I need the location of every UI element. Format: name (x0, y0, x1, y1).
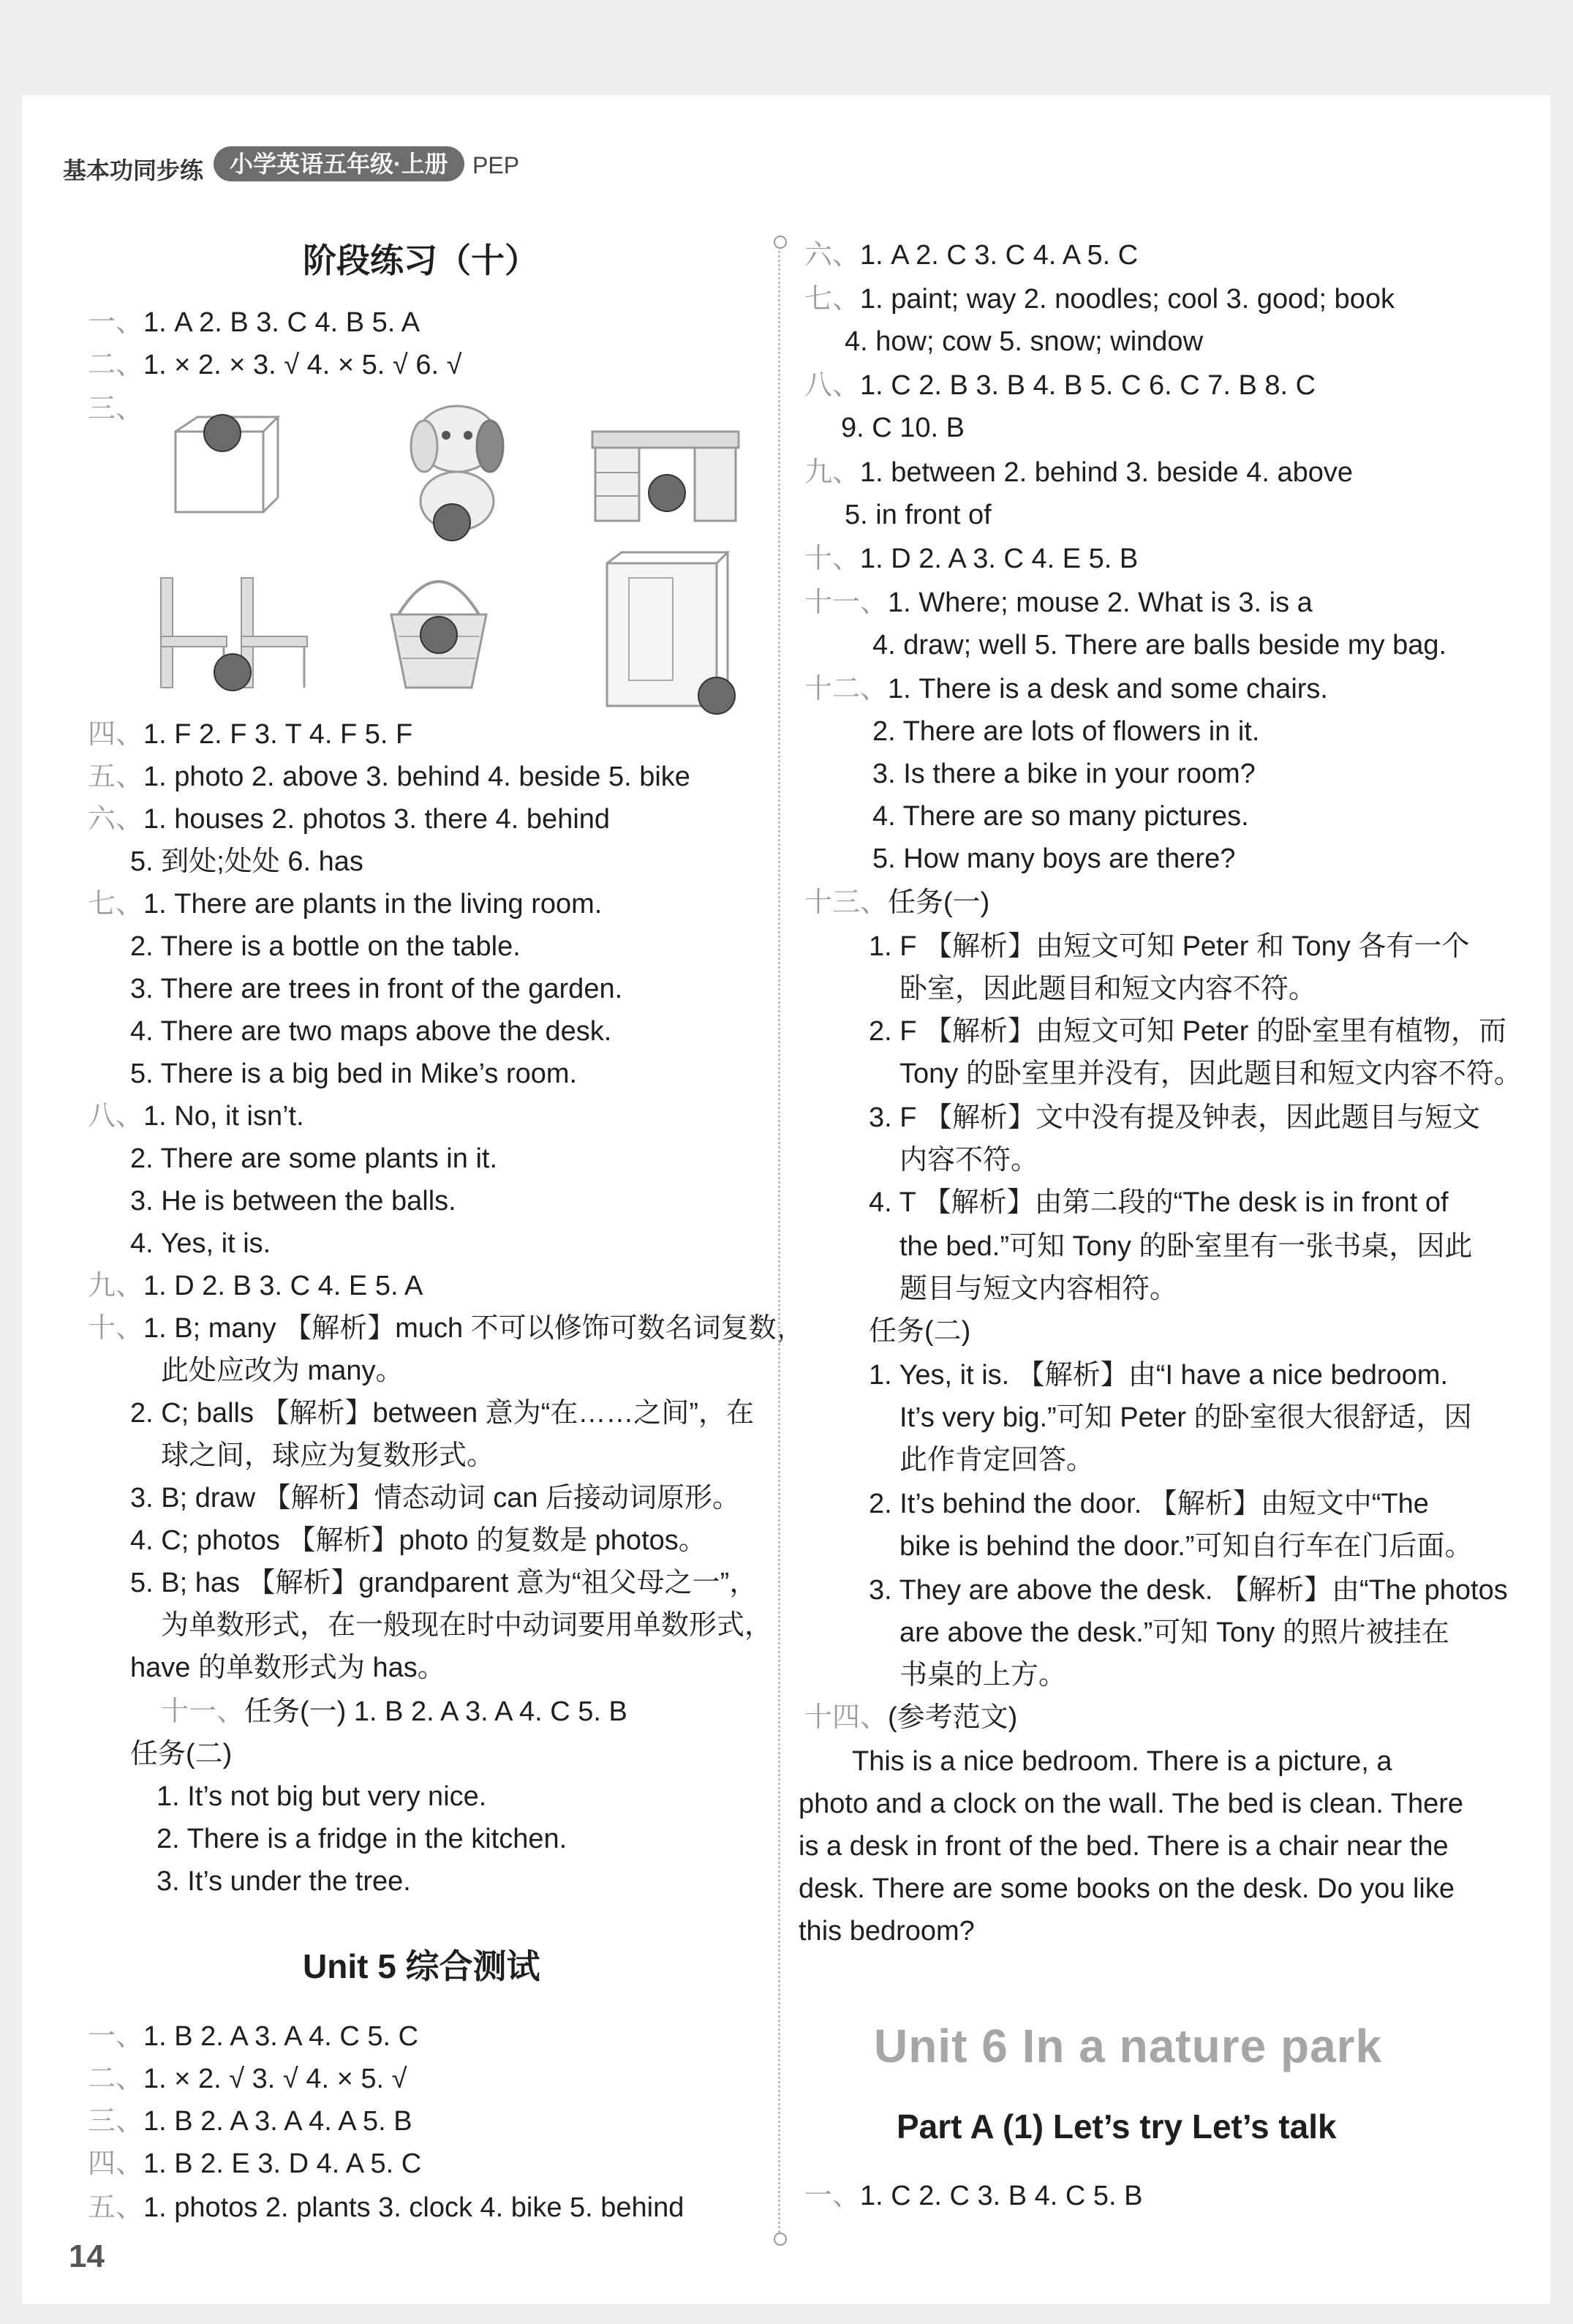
section-title-unit5-test: Unit 5 综合测试 (303, 1947, 540, 1985)
answer-line (130, 1481, 740, 1516)
answer-line (804, 541, 1138, 576)
answer-text: 1. D 2. B 3. C 4. E 5. A (143, 1271, 423, 1301)
answer-line (130, 1226, 271, 1261)
answer-line (804, 282, 1395, 317)
answer-line (130, 1141, 497, 1176)
answer-line (899, 1271, 1177, 1306)
answer-text: the bed.”可知 Tony 的卧室里有一张书桌，因此 (899, 1231, 1473, 1262)
answer-line (130, 1650, 445, 1685)
answer-line (899, 1400, 1472, 1435)
part-title: Part A (1) Let’s try Let’s talk (897, 2107, 1337, 2146)
question-number: 三、 (88, 394, 144, 424)
answer-text: 1. F 【解析】由短文可知 Peter 和 Tony 各有一个 (869, 931, 1470, 962)
answer-line (130, 1014, 611, 1049)
answer-line (88, 759, 690, 794)
answer-line (804, 2178, 1143, 2214)
answer-text: 2. F 【解析】由短文可知 Peter 的卧室里有植物，而 (869, 1016, 1506, 1047)
answer-line (869, 1185, 1449, 1220)
answer-text: are above the desk.”可知 Tony 的照片被挂在 (899, 1617, 1449, 1648)
question-number: 九、 (804, 457, 861, 488)
question-number: 四、 (88, 2148, 144, 2179)
section-title-stage-practice: 阶段练习（十） (303, 241, 538, 279)
answer-text: 1. There are plants in the living room. (143, 889, 603, 920)
answer-text: 1. Where; mouse 2. What is 3. is a (888, 587, 1313, 618)
header-book-pill: 小学英语五年级·上册 (214, 146, 464, 181)
answer-text: 3. B; draw 【解析】情态动词 can 后接动词原形。 (130, 1483, 741, 1513)
answer-text: 2. C; balls 【解析】between 意为“在……之间”，在 (130, 1398, 755, 1429)
answer-line (869, 1014, 1506, 1049)
answer-text: 1. It’s not big but very nice. (156, 1781, 487, 1812)
answer-line (845, 497, 992, 533)
column-divider (778, 241, 780, 2238)
answer-line (872, 841, 1235, 876)
answer-text: 4. There are two maps above the desk. (130, 1016, 612, 1047)
unit6-title: Unit 6 In a nature park (874, 2020, 1383, 2072)
answer-line (161, 1353, 403, 1388)
answer-line (88, 347, 461, 383)
answer-line (899, 1443, 1094, 1478)
question-number: 八、 (88, 1101, 144, 1132)
answer-text: 2. There is a bottle on the table. (130, 931, 521, 962)
answer-line (130, 1523, 706, 1558)
answer-text: 1. There is a desk and some chairs. (888, 674, 1328, 704)
answer-text: 内容不符。 (899, 1145, 1039, 1176)
answer-text: 9. C 10. B (841, 413, 965, 443)
answer-text: 为单数形式，在一般现在时中动词要用单数形式， (161, 1610, 773, 1641)
answer-text: 卧室，因此题目和短文内容不符。 (899, 974, 1317, 1004)
answer-text: 1. C 2. C 3. B 4. C 5. B (860, 2181, 1143, 2211)
answer-line (899, 1615, 1449, 1650)
answer-text: 2. There is a fridge in the kitchen. (156, 1824, 567, 1854)
answer-text: Tony 的卧室里并没有，因此题目和短文内容不符。 (899, 1058, 1522, 1089)
answer-line (899, 1529, 1473, 1564)
answer-line (130, 1056, 577, 1091)
answer-line (88, 305, 420, 340)
header-edition: PEP (472, 152, 520, 178)
answer-text: 1. B 2. E 3. D 4. A 5. C (143, 2148, 422, 2179)
answer-line (799, 1786, 1463, 1821)
answer-text: 1. houses 2. photos 3. there 4. behind (143, 804, 611, 835)
answer-text: 此作肯定回答。 (899, 1445, 1095, 1475)
answer-line (130, 929, 521, 964)
question-number: 十一、 (804, 587, 889, 618)
answer-line (804, 455, 1353, 490)
answer-text: 1. Yes, it is. 【解析】由“I have a nice bedroom. (869, 1360, 1449, 1391)
marker-dot (648, 474, 686, 512)
answer-text: 2. There are lots of flowers in it. (872, 716, 1260, 747)
answer-line (804, 585, 1313, 620)
question-number: 六、 (804, 240, 861, 271)
answer-text: 球之间，球应为复数形式。 (161, 1440, 495, 1471)
question-number: 一、 (88, 2021, 144, 2052)
answer-line (804, 368, 1316, 403)
answer-line (88, 887, 602, 922)
header-series: 基本功同步练 (63, 157, 204, 184)
question-number: 十、 (804, 544, 861, 574)
marker-dot (214, 653, 252, 691)
answer-text: 2. There are some plants in it. (130, 1143, 497, 1174)
marker-dot (698, 677, 736, 715)
answer-text: 4. There are so many pictures. (872, 801, 1249, 832)
answer-line (88, 717, 412, 752)
answer-text: photo and a clock on the wall. The bed is clean. There (799, 1789, 1464, 1819)
answer-line (88, 2146, 421, 2181)
answer-text: 1. D 2. A 3. C 4. E 5. B (860, 544, 1139, 574)
question-number: 六、 (88, 804, 144, 835)
answer-line (88, 391, 143, 426)
answer-line (130, 971, 622, 1007)
answer-line (804, 1700, 1017, 1735)
answer-text: is a desk in front of the bed. There is a chair near the (799, 1831, 1449, 1862)
answer-line (804, 672, 1328, 707)
answer-text: 4. Yes, it is. (130, 1228, 271, 1259)
question-number: 四、 (88, 719, 144, 750)
question-number: 十、 (88, 1313, 144, 1344)
answer-text: bike is behind the door.”可知自行车在门后面。 (899, 1531, 1473, 1562)
answer-text: 5. B; has 【解析】grandparent 意为“祖父母之一”， (130, 1568, 758, 1598)
answer-line (799, 1914, 975, 1949)
answer-text: 书桌的上方。 (899, 1660, 1067, 1691)
question-number: 十四、 (804, 1702, 889, 1733)
answer-text: 4. draw; well 5. There are balls beside my bag. (872, 630, 1447, 661)
answer-line (799, 1829, 1449, 1864)
answer-text: (参考范文) (888, 1702, 1018, 1733)
answer-text: 5. in front of (845, 500, 992, 530)
question-number: 一、 (804, 2181, 861, 2211)
question-number: 九、 (88, 1271, 144, 1301)
divider-top-dot (774, 236, 787, 249)
answer-text: 3. They are above the desk. 【解析】由“The photos (869, 1575, 1508, 1606)
answer-text: 1. B 2. A 3. A 4. A 5. B (143, 2106, 412, 2137)
answer-line (161, 1694, 627, 1729)
answer-line (88, 1099, 304, 1134)
question-number: 十二、 (804, 674, 889, 704)
answer-text: 1. photos 2. plants 3. clock 4. bike 5. behind (143, 2192, 684, 2223)
question-number: 十一、 (161, 1696, 245, 1727)
answer-text: 任务(二) (869, 1316, 971, 1347)
answer-line (799, 1871, 1455, 1906)
answer-text: 4. T 【解析】由第二段的“The desk is in front of (869, 1187, 1449, 1218)
answer-line (869, 1573, 1508, 1608)
answer-line (161, 1438, 494, 1473)
answer-text: It’s very big.”可知 Peter 的卧室很大很舒适，因 (899, 1402, 1472, 1433)
answer-line (88, 1268, 423, 1304)
answer-line (869, 1358, 1448, 1393)
question-number: 五、 (88, 2192, 144, 2223)
answer-line (130, 1737, 232, 1772)
answer-text: 任务(一) (888, 887, 990, 918)
answer-line (869, 1486, 1429, 1522)
answer-text: 3. F 【解析】文中没有提及钟表，因此题目与短文 (869, 1102, 1481, 1133)
question-number: 二、 (88, 2064, 144, 2094)
answer-line (899, 1229, 1472, 1264)
answer-text: 1. C 2. B 3. B 4. B 5. C 6. C 7. B 8. C (860, 370, 1316, 401)
answer-text: desk. There are some books on the desk. Do you like (799, 1873, 1455, 1904)
answer-line (130, 1184, 456, 1219)
answer-text: 2. It’s behind the door. 【解析】由短文中“The (869, 1489, 1429, 1519)
question-number: 五、 (88, 761, 144, 792)
answer-text: 5. 到处;处处 6. has (130, 846, 363, 877)
answer-text: 5. There is a big bed in Mike’s room. (130, 1058, 578, 1089)
answer-line (869, 1314, 970, 1349)
question-number: 二、 (88, 350, 144, 380)
answer-line (872, 714, 1259, 749)
marker-dot (203, 414, 241, 452)
answer-line (899, 1056, 1522, 1091)
page-number: 14 (69, 2238, 105, 2274)
answer-line (156, 1864, 411, 1899)
answer-text: 3. Is there a bike in your room? (872, 759, 1256, 789)
answer-line (88, 2019, 418, 2054)
question-number: 七、 (88, 889, 144, 920)
marker-dot (420, 616, 458, 654)
answer-line (899, 1658, 1066, 1693)
answer-line (88, 2190, 684, 2225)
answer-line (899, 1143, 1038, 1178)
answer-line (88, 802, 610, 837)
answer-line (156, 1821, 567, 1857)
answer-line (869, 1100, 1480, 1135)
answer-text: 3. He is between the balls. (130, 1186, 456, 1216)
answer-text: 1. photo 2. above 3. behind 4. beside 5. bike (143, 761, 690, 792)
answer-text: 1. F 2. F 3. T 4. F 5. F (143, 719, 413, 750)
answer-line (130, 1565, 757, 1601)
answer-line (88, 2104, 412, 2139)
answer-text: 任务(一) 1. B 2. A 3. A 4. C 5. B (244, 1696, 627, 1727)
answer-line (872, 628, 1446, 663)
question-number: 一、 (88, 307, 144, 338)
answer-text: 4. C; photos 【解析】photo 的复数是 photos。 (130, 1525, 706, 1556)
question-number: 七、 (804, 284, 861, 315)
answer-line (845, 324, 1203, 359)
answer-line (130, 1396, 754, 1431)
answer-text: 1. A 2. C 3. C 4. A 5. C (860, 240, 1139, 271)
answer-text: 1. × 2. × 3. √ 4. × 5. √ 6. √ (143, 350, 462, 380)
answer-line (899, 971, 1316, 1007)
answer-text: 1. × 2. √ 3. √ 4. × 5. √ (143, 2064, 407, 2094)
answer-text: 1. A 2. B 3. C 4. B 5. A (143, 307, 420, 338)
answer-text: This is a nice bedroom. There is a picture, a (852, 1746, 1392, 1777)
answer-text: 题目与短文内容相符。 (899, 1274, 1178, 1304)
answer-line (872, 756, 1256, 791)
answer-text: 1. B 2. A 3. A 4. C 5. C (143, 2021, 419, 2052)
answer-text: 1. paint; way 2. noodles; cool 3. good; book (860, 284, 1395, 315)
answer-line (872, 799, 1249, 834)
divider-bottom-dot (774, 2233, 787, 2246)
question-number: 八、 (804, 370, 861, 401)
question-number: 三、 (88, 2106, 144, 2137)
answer-line (804, 238, 1138, 273)
answer-line (156, 1779, 486, 1814)
answer-line (852, 1744, 1392, 1779)
answer-line (869, 929, 1469, 964)
marker-dot (433, 503, 471, 541)
answer-text: 4. how; cow 5. snow; window (845, 326, 1204, 357)
answer-line (804, 885, 989, 920)
answer-text: 任务(二) (130, 1739, 233, 1770)
answer-line (161, 1608, 772, 1643)
answer-line (88, 2061, 407, 2097)
answer-text: 3. It’s under the tree. (156, 1866, 411, 1897)
answer-text: 5. How many boys are there? (872, 843, 1236, 874)
answer-text: 1. No, it isn’t. (143, 1101, 304, 1132)
answer-line (841, 410, 965, 445)
answer-text: 1. B; many 【解析】much 不可以修饰可数名词复数， (143, 1313, 804, 1344)
answer-text: 3. There are trees in front of the garden. (130, 974, 623, 1004)
answer-text: 1. between 2. behind 3. beside 4. above (860, 457, 1353, 488)
answer-text: this bedroom? (799, 1916, 975, 1947)
question-number: 十三、 (804, 887, 889, 918)
answer-line (130, 844, 363, 879)
answer-line (88, 1311, 804, 1346)
answer-text: 此处应改为 many。 (161, 1355, 404, 1386)
answer-text: have 的单数形式为 has。 (130, 1652, 445, 1683)
